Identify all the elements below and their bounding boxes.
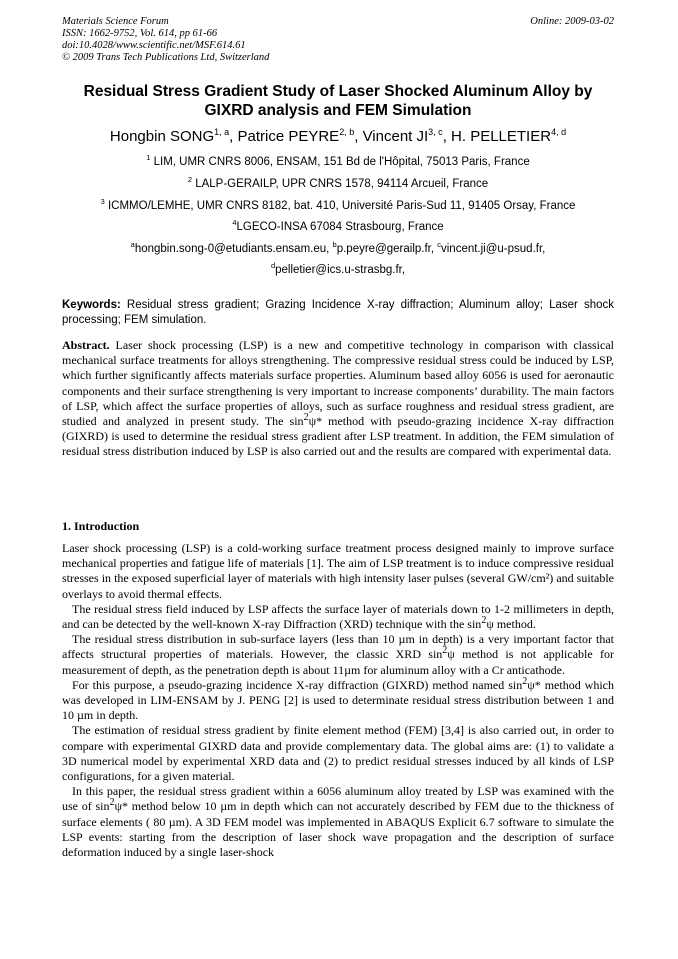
superscript: 2 (109, 797, 115, 809)
email-address[interactable]: p.peyre@gerailp.fr, (336, 243, 438, 255)
author-separator: , (229, 128, 238, 145)
author-name: Hongbin SONG (109, 128, 215, 145)
affiliation-mark: 1 (146, 153, 151, 163)
issn-line: ISSN: 1662-9752, Vol. 614, pp 61-66 (62, 28, 218, 39)
text-run: ψ* method which was developed in LIM-ENSAM by J. PENG [2] is used to determinate residual stress distribution between 1 and 10 µm in depth. (62, 677, 614, 723)
text-run: ψ method. (486, 617, 536, 632)
keywords (62, 298, 614, 328)
author-name: Patrice PEYRE (237, 128, 340, 145)
email-line-1 (62, 242, 614, 256)
abstract-text: Laser shock processing (LSP) is a new and competitive technology in comparison with classical mechanical surface treatments for alloys strengthening. The compressive residual stress could be induced by LSP, which further significantly affects materials surface properties. Aluminum based alloy 6056 is used for aeronautic components and their surface strengthening is very important to increase components’ durability. The main factors of LSP, which affect the surface properties of alloys, such as surface roughness and residual stress gradient, are studied and analyzed in present study. The sin (62, 338, 614, 429)
affiliation-text: LALP-GERAILP, UPR CNRS 1578, 94114 Arcueil, France (192, 178, 489, 190)
paragraph (62, 632, 614, 678)
text-run: ψ* method below 10 µm in depth which can not accurately described by FEM due to the thickness of surface elements ( 80 µm). A 3D FEM model was implemented in ABAQUS Explicit 6.7 software to simulate the LSP events: starting from the description of laser shock wave propagation and the description of surface deformation induced by a single laser-shock (62, 799, 614, 860)
paragraph (62, 602, 614, 632)
abstract-text: ψ* method with pseudo-grazing incidence X-ray diffraction (GIXRD) is used to determine the residual stress gradient after LSP treatment. In addition, the FEM simulation of residual stress distribution induced by LSP is also carried out and the results are compared with experimental data. (62, 414, 614, 459)
introduction-body (62, 541, 614, 860)
online-date: Online: 2009-03-02 (530, 16, 614, 27)
text-run: For this purpose, a pseudo-grazing incidence X-ray diffraction (GIXRD) method named sin (72, 677, 523, 692)
superscript: 2 (442, 645, 448, 657)
text-run: The residual stress distribution in sub-surface layers (less than 10 µm in depth) is a very important factor that affects structural properties of materials. However, the classic XRD sin (62, 632, 614, 662)
author-list (62, 128, 614, 146)
email-mark: c (437, 240, 441, 250)
superscript: 2 (303, 412, 309, 424)
paragraph (62, 675, 614, 724)
affiliation-mark: 4 (232, 218, 237, 228)
author-name: Vincent JI (362, 128, 429, 145)
email-mark: b (332, 240, 337, 250)
doi-line: doi:10.4028/www.scientific.net/MSF.614.61 (62, 40, 246, 51)
superscript: 2 (522, 675, 528, 687)
affiliation-text: ICMMO/LEMHE, UMR CNRS 8182, bat. 410, Université Paris-Sud 11, 91405 Orsay, France (104, 200, 576, 212)
paragraph: Laser shock processing (LSP) is a cold-working surface treatment process designed mainly to improve surface mechanical properties and fatigue life of materials [1]. The aim of LSP treatment is to induce compressive residual stresses in the exposed superficial layer of materials with high intensity laser pulses (several GW/cm²) and suitable overlays to avoid thermal effects. (62, 541, 614, 601)
email-mark: d (270, 261, 276, 271)
affiliation-text: LIM, UMR CNRS 8006, ENSAM, 151 Bd de l'Hôpital, 75013 Paris, France (150, 156, 530, 168)
paragraph: The estimation of residual stress gradient by finite element method (FEM) [3,4] is also carried out, in order to compare with experimental GIXRD data and provide complementary data. The global aims are: (1) to validate a 3D numerical model by experimental XRD data and (2) to predict residual stresses induced by all kinds of LSP configurations, for a given material. (62, 723, 614, 784)
author-name: H. PELLETIER (451, 128, 552, 145)
email-mark: a (130, 240, 135, 250)
email-address[interactable]: pelletier@ics.u-strasbg.fr, (275, 264, 406, 276)
journal-header (62, 16, 614, 64)
author-separator: , (442, 128, 452, 145)
affiliation-text: LGECO-INSA 67084 Strasbourg, France (236, 221, 444, 233)
journal-name: Materials Science Forum (62, 16, 169, 27)
copyright-line: © 2009 Trans Tech Publications Ltd, Switzerland (62, 52, 270, 63)
author-separator: , (354, 128, 363, 145)
paper-title: Residual Stress Gradient Study of Laser Shocked Aluminum Alloy by GIXRD analysis and FEM Simulation (83, 83, 593, 119)
keywords-label: Keywords: (62, 299, 121, 311)
affiliation-1 (62, 155, 614, 169)
affiliation-3 (62, 199, 614, 213)
email-address[interactable]: vincent.ji@u-psud.fr, (441, 243, 546, 255)
affiliation-mark: 2 (187, 175, 192, 185)
email-line-2 (62, 263, 614, 277)
text-run: In this paper, the residual stress gradient within a 6056 aluminum alloy treated by LSP was examined with the use of sin (62, 784, 614, 814)
author-affiliation-mark: 1, a (214, 127, 230, 137)
email-address[interactable]: hongbin.song-0@etudiants.ensam.eu, (134, 243, 333, 255)
text-run: ψ method is not applicable for measurement of depth, as the penetration depth is about 11µm for aluminum alloy with a Cr anticathode. (62, 647, 614, 677)
section-heading: 1. Introduction (62, 519, 140, 533)
author-affiliation-mark: 3, c (428, 127, 443, 137)
text-run: The residual stress field induced by LSP affects the surface layer of materials down to 1-2 millimeters in depth, and can be detected by the well-known X-ray Diffraction (XRD) technique with the sin (62, 601, 614, 632)
keywords-text: Residual stress gradient; Grazing Incidence X-ray diffraction; Aluminum alloy; Laser shock processing; FEM simulation. (62, 299, 614, 326)
affiliation-mark: 3 (100, 197, 105, 207)
affiliation-4 (62, 220, 614, 234)
abstract-label: Abstract. (62, 338, 110, 352)
paragraph (62, 784, 614, 860)
author-affiliation-mark: 2, b (339, 127, 355, 137)
abstract (62, 338, 614, 460)
affiliation-2 (62, 177, 614, 191)
superscript: 2 (481, 615, 487, 627)
author-affiliation-mark: 4, d (551, 127, 567, 137)
